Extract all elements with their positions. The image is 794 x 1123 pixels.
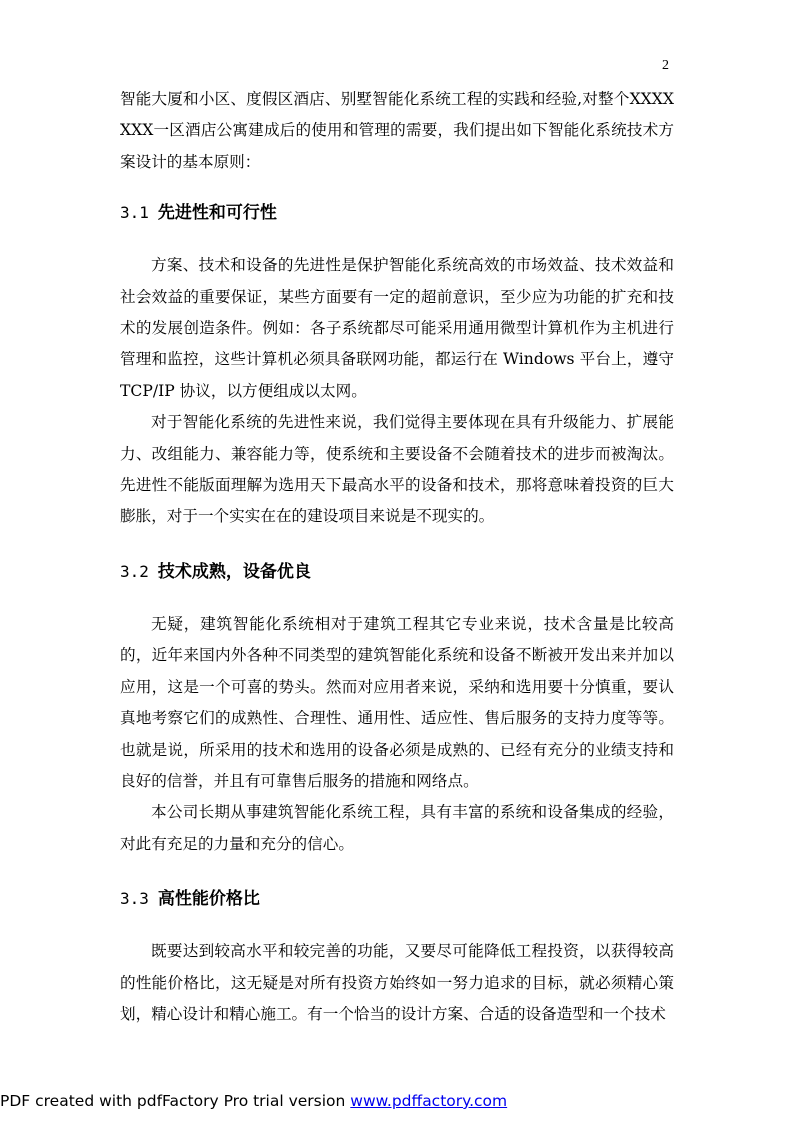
section-3-3-paragraph-1: 既要达到较高水平和较完善的功能，又要尽可能降低工程投资，以获得较高的性能价格比，这无疑是对所有投资方始终如一努力追求的目标，就必须精心策划，精心设计和精心施工。有一个恰当的设计方案、合适的设备造型和一个技术	[120, 942, 674, 1023]
footer-text: PDF created with pdfFactory Pro trial version	[0, 1092, 351, 1110]
section-title: 高性能价格比	[157, 889, 260, 910]
section-title: 先进性和可行性	[157, 203, 277, 224]
section-3-2-paragraph-1: 无疑，建筑智能化系统相对于建筑工程其它专业来说，技术含量是比较高的，近年来国内外各种不同类型的建筑智能化系统和设备不断被开发出来并加以应用，这是一个可喜的势头。然而对应用者来说，采纳和选用要十分慎重，要认真地考察它们的成熟性、合理性、通用性、适应性、售后服务的支持力度等等。也就是说，所采用的技术和选用的设备必须是成熟的、已经有充分的业绩支持和良好的信誉，并且有可靠售后服务的措施和网络点。	[120, 614, 674, 790]
section-heading-3-1	[120, 198, 674, 228]
section-heading-3-3	[120, 884, 674, 914]
section-number: 3.3	[120, 889, 149, 909]
section-number: 3.1	[120, 203, 149, 223]
section-number: 3.2	[120, 561, 149, 581]
footer-link[interactable]: www.pdffactory.com	[350, 1092, 508, 1110]
section-3-1-paragraph-1: 方案、技术和设备的先进性是保护智能化系统高效的市场效益、技术效益和社会效益的重要保证，某些方面要有一定的超前意识，至少应为功能的扩充和技术的发展创造条件。例如：各子系统都尽可能采用通用微型计算机作为主机进行管理和监控，这些计算机必须具备联网功能，都运行在 Windows 平台上，遵守 TCP/IP 协议，以方便组成以太网。	[120, 256, 674, 400]
page-number: 2	[662, 58, 669, 73]
document-body	[120, 84, 674, 1030]
section-3-1-paragraph-2: 对于智能化系统的先进性来说，我们觉得主要体现在具有升级能力、扩展能力、改组能力、兼容能力等，使系统和主要设备不会随着技术的进步而被淘汰。先进性不能版面理解为选用天下最高水平的设备和技术，那将意味着投资的巨大膨胀，对于一个实实在在的建设项目来说是不现实的。	[120, 413, 674, 526]
section-heading-3-2	[120, 557, 674, 587]
section-3-2-paragraph-2: 本公司长期从事建筑智能化系统工程，具有丰富的系统和设备集成的经验，对此有充足的力量和充分的信心。	[120, 803, 674, 853]
section-title: 技术成熟，设备优良	[157, 561, 311, 582]
pdf-footer	[0, 1092, 507, 1110]
intro-paragraph: 智能大厦和小区、度假区酒店、别墅智能化系统工程的实践和经验,对整个XXXXXXX一区酒店公寓建成后的使用和管理的需要，我们提出如下智能化系统技术方案设计的基本原则：	[120, 90, 674, 171]
